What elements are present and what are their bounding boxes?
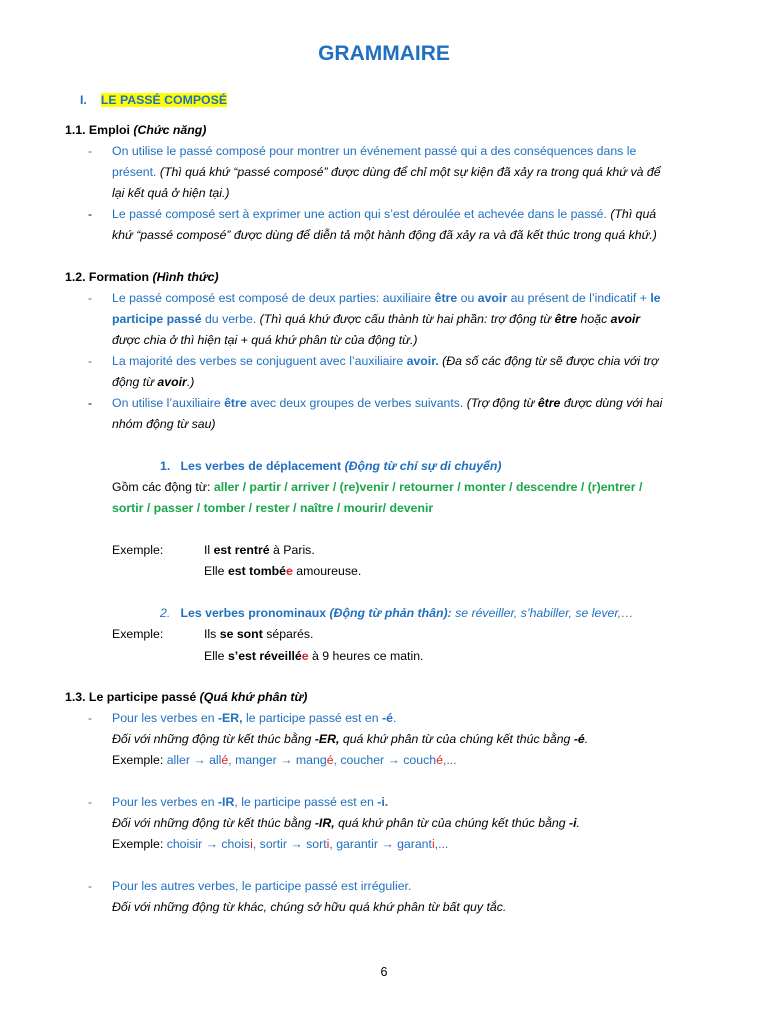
example-sentence: Elle s’est réveillée à 9 heures ce matin.	[204, 649, 424, 663]
formation-3-line2: nhóm động từ sau)	[112, 417, 216, 431]
emploi-2-line1: Le passé composé sert à exprimer une action qui s’est déroulée et achevée dans le passé. (Thì quá	[112, 207, 657, 221]
formation-1-line1: Le passé composé est composé de deux parties: auxiliaire être ou avoir au présent de l’indicatif + le	[112, 291, 661, 305]
bullet-dash: -	[88, 879, 93, 893]
bullet-dash: -	[88, 711, 93, 725]
group1-heading: 1. Les verbes de déplacement (Động từ chỉ sự di chuyển)	[160, 459, 502, 473]
example-sentence: Il est rentré à Paris.	[204, 543, 315, 557]
example-sentence: Elle est tombée amoureuse.	[204, 564, 362, 578]
subheading-formation: 1.2. Formation (Hình thức)	[65, 270, 219, 284]
formation-1-line2: participe passé du verbe. (Thì quá khứ được cấu thành từ hai phần: trợ động từ être hoặc avoir	[112, 312, 641, 326]
emploi-1-line3: lại kết quả ở hiện tại.)	[112, 186, 230, 200]
other-rule-translation: Đối với những động từ khác, chúng sở hữu quá khứ phân từ bất quy tắc.	[112, 900, 507, 914]
er-rule-translation: Đối với những động từ kết thúc bằng -ER, quá khứ phân từ của chúng kết thúc bằng -é.	[112, 732, 589, 746]
subheading-participe-passe: 1.3. Le participe passé (Quá khứ phân từ)	[65, 690, 308, 704]
section-label: LE PASSÉ COMPOSÉ	[100, 93, 228, 107]
bullet-dash: -	[88, 396, 93, 410]
page-number: 6	[380, 965, 388, 979]
page-title: GRAMMAIRE	[318, 42, 450, 65]
bullet-dash: -	[88, 144, 93, 158]
section-number: I.	[80, 93, 87, 107]
emploi-2-line2: khứ “passé composé” được dùng để diễn tả một hành động đã xảy ra và đã kết thúc trong quá khứ.)	[112, 228, 657, 242]
ir-rule: Pour les verbes en -IR, le participe passé est en -i.	[112, 795, 389, 809]
subheading-translation: (Chức năng)	[133, 123, 207, 137]
bullet-dash: -	[88, 207, 93, 221]
other-rule: Pour les autres verbes, le participe passé est irrégulier.	[112, 879, 412, 893]
group1-verbs-line1: Gồm các động từ: aller / partir / arriver / (re)venir / retourner / monter / descendre / (r)entrer /	[112, 480, 643, 494]
formation-3-line1: On utilise l’auxiliaire être avec deux groupes de verbes suivants. (Trợ động từ être được dùng với hai	[112, 396, 663, 410]
formation-2-line1: La majorité des verbes se conjuguent avec l’auxiliaire avoir. (Đa số các động từ sẽ được chia với trợ	[112, 354, 659, 368]
er-examples: Exemple: aller → allé, manger → mangé, coucher → couché,...	[112, 753, 457, 767]
emploi-1-line2: présent. (Thì quá khứ “passé composé” được dùng để chỉ một sự kiện đã xảy ra trong quá khứ và để	[112, 165, 661, 179]
group2-heading: 2. Les verbes pronominaux (Động từ phản thân): se réveiller, s’habiller, se lever,…	[160, 606, 634, 620]
emploi-1-line1: On utilise le passé composé pour montrer un événement passé qui a des conséquences dans le	[112, 144, 637, 158]
example-label: Exemple:	[112, 627, 164, 641]
subheading-emploi	[65, 123, 206, 137]
er-rule: Pour les verbes en -ER, le participe passé est en -é.	[112, 711, 397, 725]
ir-rule-translation: Đối với những động từ kết thúc bằng -IR, quá khứ phân từ của chúng kết thúc bằng -i.	[112, 816, 580, 830]
ir-examples: Exemple: choisir → choisi, sortir → sorti, garantir → garanti,...	[112, 837, 449, 851]
formation-2-line2: động từ avoir.)	[112, 375, 195, 389]
section-heading-passe-compose	[80, 93, 227, 107]
example-sentence: Ils se sont séparés.	[204, 627, 314, 641]
formation-1-line3: được chia ở thì hiện tại + quá khứ phân từ của động từ.)	[112, 333, 418, 347]
bullet-dash: -	[88, 795, 93, 809]
group1-verbs-line2: sortir / passer / tomber / rester / naître / mourir/ devenir	[112, 501, 434, 515]
bullet-dash: -	[88, 354, 93, 368]
example-label: Exemple:	[112, 543, 164, 557]
bullet-dash: -	[88, 291, 93, 305]
subheading-text: 1.1. Emploi	[65, 123, 130, 137]
